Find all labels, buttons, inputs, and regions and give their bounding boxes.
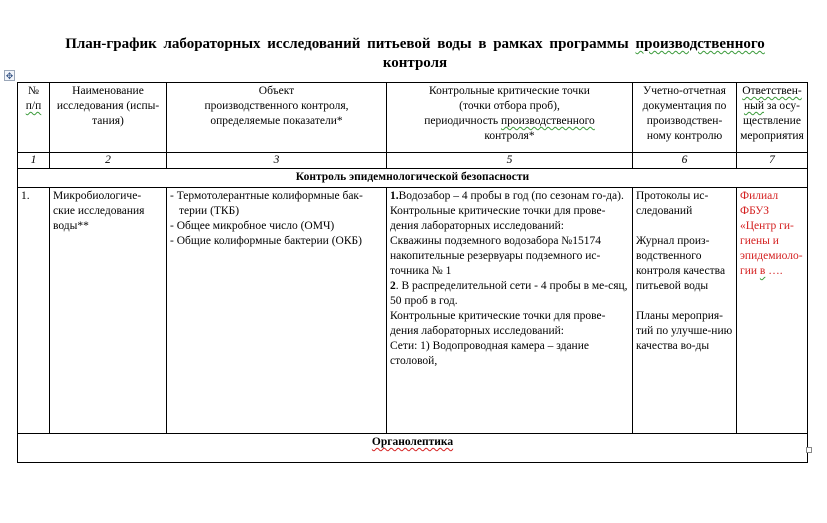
table-row xyxy=(18,188,808,434)
header-test-name: Наименование исследования (испы-тания) xyxy=(50,83,167,153)
lab-schedule-table xyxy=(17,82,808,463)
point-distribution: 2. В распределительной сети - 4 пробы в ме-сяц, 50 проб в год. xyxy=(390,280,628,307)
indicator-item: - Термотолерантные колиформные бак-терии (ТКБ) xyxy=(170,190,363,217)
column-number: 3 xyxy=(167,153,387,169)
header-critical-points: Контрольные критические точки (точки отбора проб), периодичность производственного контроля* xyxy=(387,83,633,153)
section-row-organoleptic xyxy=(18,434,808,463)
header-row xyxy=(18,83,808,153)
column-number: 1 xyxy=(18,153,50,169)
point-water-intake: 1.Водозабор – 4 пробы в год (по сезонам го-да). xyxy=(390,190,624,202)
title-line-1: План-график лабораторных исследований питьевой воды в рамках программы производственного xyxy=(65,36,765,52)
row-critical-points xyxy=(387,188,633,434)
header-responsible: Ответствен-ный за осу-ществление мероприятия xyxy=(737,83,808,153)
section-row-epidemic xyxy=(18,169,808,188)
spellcheck-word: производственного xyxy=(635,36,765,52)
section-title: Органолептика xyxy=(18,434,808,463)
point-control-text: Контрольные критические точки для прове-дения лабораторных исследований: xyxy=(390,205,606,232)
doc-item: Журнал произ-водственного контроля качества питьевой воды xyxy=(636,235,726,292)
header-documentation: Учетно-отчетная документация по производствен-ному контролю xyxy=(633,83,737,153)
indicator-item: - Общее микробное число (ОМЧ) xyxy=(170,220,335,232)
title-line-2: контроля xyxy=(382,55,448,71)
point-control-text: Контрольные критические точки для прове-дения лабораторных исследований: xyxy=(390,310,606,337)
table-resize-handle[interactable] xyxy=(806,447,812,453)
document-title xyxy=(20,35,810,73)
column-number: 5 xyxy=(387,153,633,169)
table-move-handle-icon[interactable]: ✥ xyxy=(5,71,14,81)
header-number: № п/п xyxy=(18,83,50,153)
section-title: Контроль эпидемнологической безопасности xyxy=(18,169,808,188)
column-number: 7 xyxy=(737,153,808,169)
row-documentation xyxy=(633,188,737,434)
row-test-name: Микробиологиче-ские исследования воды** xyxy=(50,188,167,434)
indicator-item: - Общие колиформные бактерии (ОКБ) xyxy=(170,235,362,247)
column-number: 6 xyxy=(633,153,737,169)
column-number: 2 xyxy=(50,153,167,169)
doc-item: Протоколы ис-следований xyxy=(636,190,709,217)
header-control-object: Объект производственного контроля, определяемые показатели* xyxy=(167,83,387,153)
point-wells: Скважины подземного водозабора №15174 накопительные резервуары подземного ис-точника № 1 xyxy=(390,235,602,277)
column-numbers-row xyxy=(18,153,808,169)
row-responsible: Филиал ФБУЗ «Центр ги-гиены и эпидемиоло-гии в …. xyxy=(737,188,808,434)
row-indicators xyxy=(167,188,387,434)
row-number: 1. xyxy=(18,188,50,434)
doc-item: Планы мероприя-тий по улучше-нию качества во-ды xyxy=(636,310,733,352)
point-network: Сети: 1) Водопроводная камера – здание столовой, xyxy=(390,340,589,367)
